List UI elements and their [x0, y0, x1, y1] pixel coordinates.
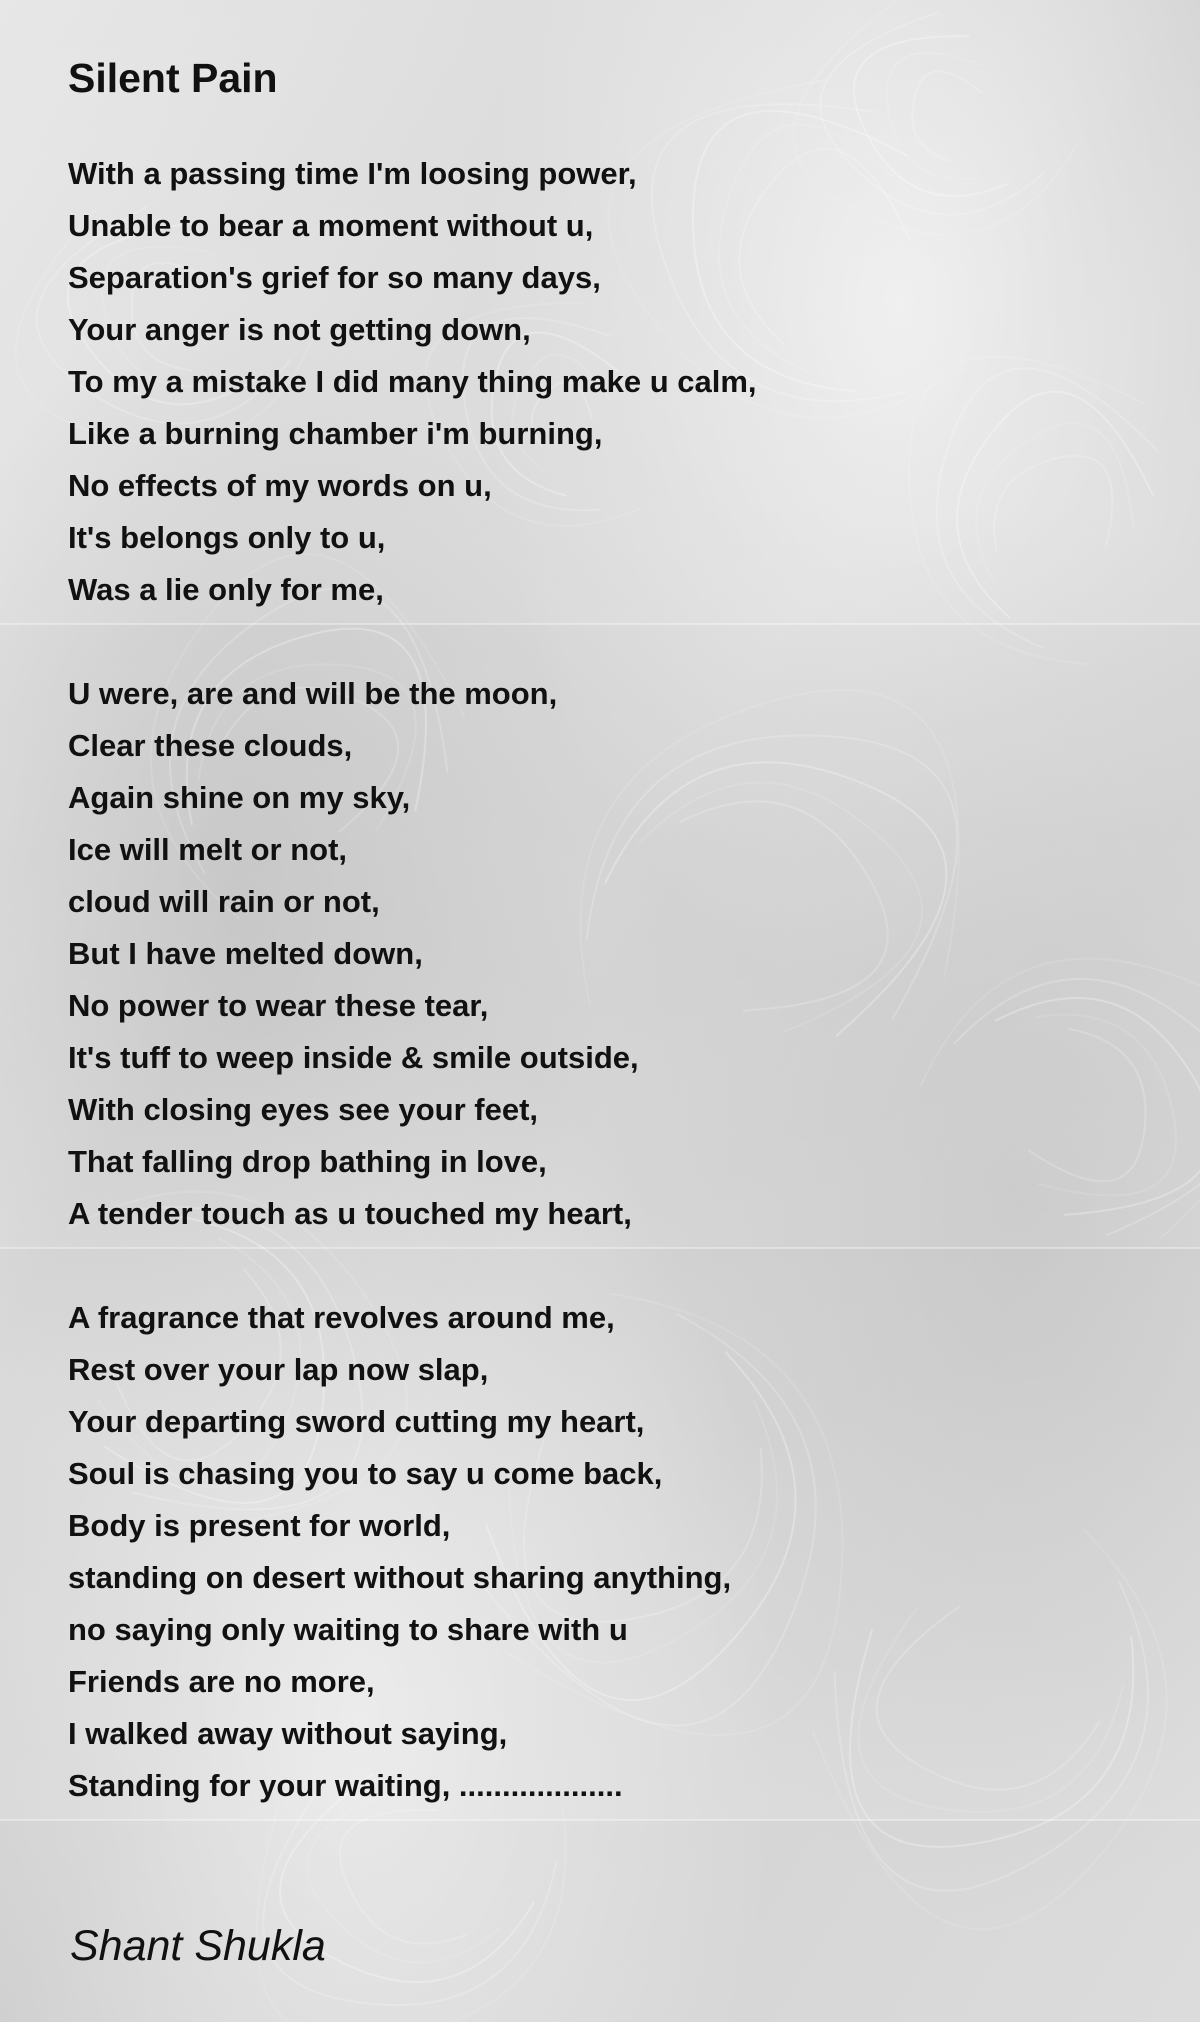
poem-line: Friends are no more, — [68, 1664, 375, 1699]
poem-line: It's tuff to weep inside & smile outside, — [68, 1040, 639, 1075]
poem-line: cloud will rain or not, — [68, 884, 380, 919]
poem-line: Standing for your waiting, ................... — [68, 1768, 623, 1803]
poem-line: Your departing sword cutting my heart, — [68, 1404, 645, 1439]
stanza — [68, 668, 1148, 1240]
poem-line: No effects of my words on u, — [68, 468, 492, 503]
poem-line: no saying only waiting to share with u — [68, 1612, 628, 1647]
poem-line: With a passing time I'm loosing power, — [68, 156, 637, 191]
poem-line: To my a mistake I did many thing make u calm, — [68, 364, 757, 399]
poem-line: That falling drop bathing in love, — [68, 1144, 547, 1179]
poem-line: Again shine on my sky, — [68, 780, 411, 815]
poem-line: Body is present for world, — [68, 1508, 451, 1543]
stanza — [68, 148, 1148, 616]
poem-line: With closing eyes see your feet, — [68, 1092, 539, 1127]
poem-line: Rest over your lap now slap, — [68, 1352, 489, 1387]
stanza-gap — [68, 616, 1148, 668]
poem-line: But I have melted down, — [68, 936, 423, 971]
poem-line: Separation's grief for so many days, — [68, 260, 601, 295]
poem-line: I walked away without saying, — [68, 1716, 508, 1751]
poem-line: U were, are and will be the moon, — [68, 676, 558, 711]
poem-line: Was a lie only for me, — [68, 572, 384, 607]
poem-line: No power to wear these tear, — [68, 988, 489, 1023]
poem-author: Shant Shukla — [70, 1922, 326, 1970]
poem-line: It's belongs only to u, — [68, 520, 386, 555]
poem-line: Clear these clouds, — [68, 728, 353, 763]
poem-line: Unable to bear a moment without u, — [68, 208, 594, 243]
stanza-gap — [68, 1240, 1148, 1292]
stanza — [68, 1292, 1148, 1812]
poem-line: A tender touch as u touched my heart, — [68, 1196, 632, 1231]
poem-line: standing on desert without sharing anything, — [68, 1560, 732, 1595]
poem-line: A fragrance that revolves around me, — [68, 1300, 615, 1335]
poem-body — [68, 52, 1148, 1812]
poem-line: Ice will melt or not, — [68, 832, 348, 867]
poem-line: Your anger is not getting down, — [68, 312, 531, 347]
poem-line: Soul is chasing you to say u come back, — [68, 1456, 663, 1491]
poem-line: Like a burning chamber i'm burning, — [68, 416, 603, 451]
poem-title: Silent Pain — [68, 55, 278, 101]
poem-stanzas — [68, 148, 1148, 1812]
